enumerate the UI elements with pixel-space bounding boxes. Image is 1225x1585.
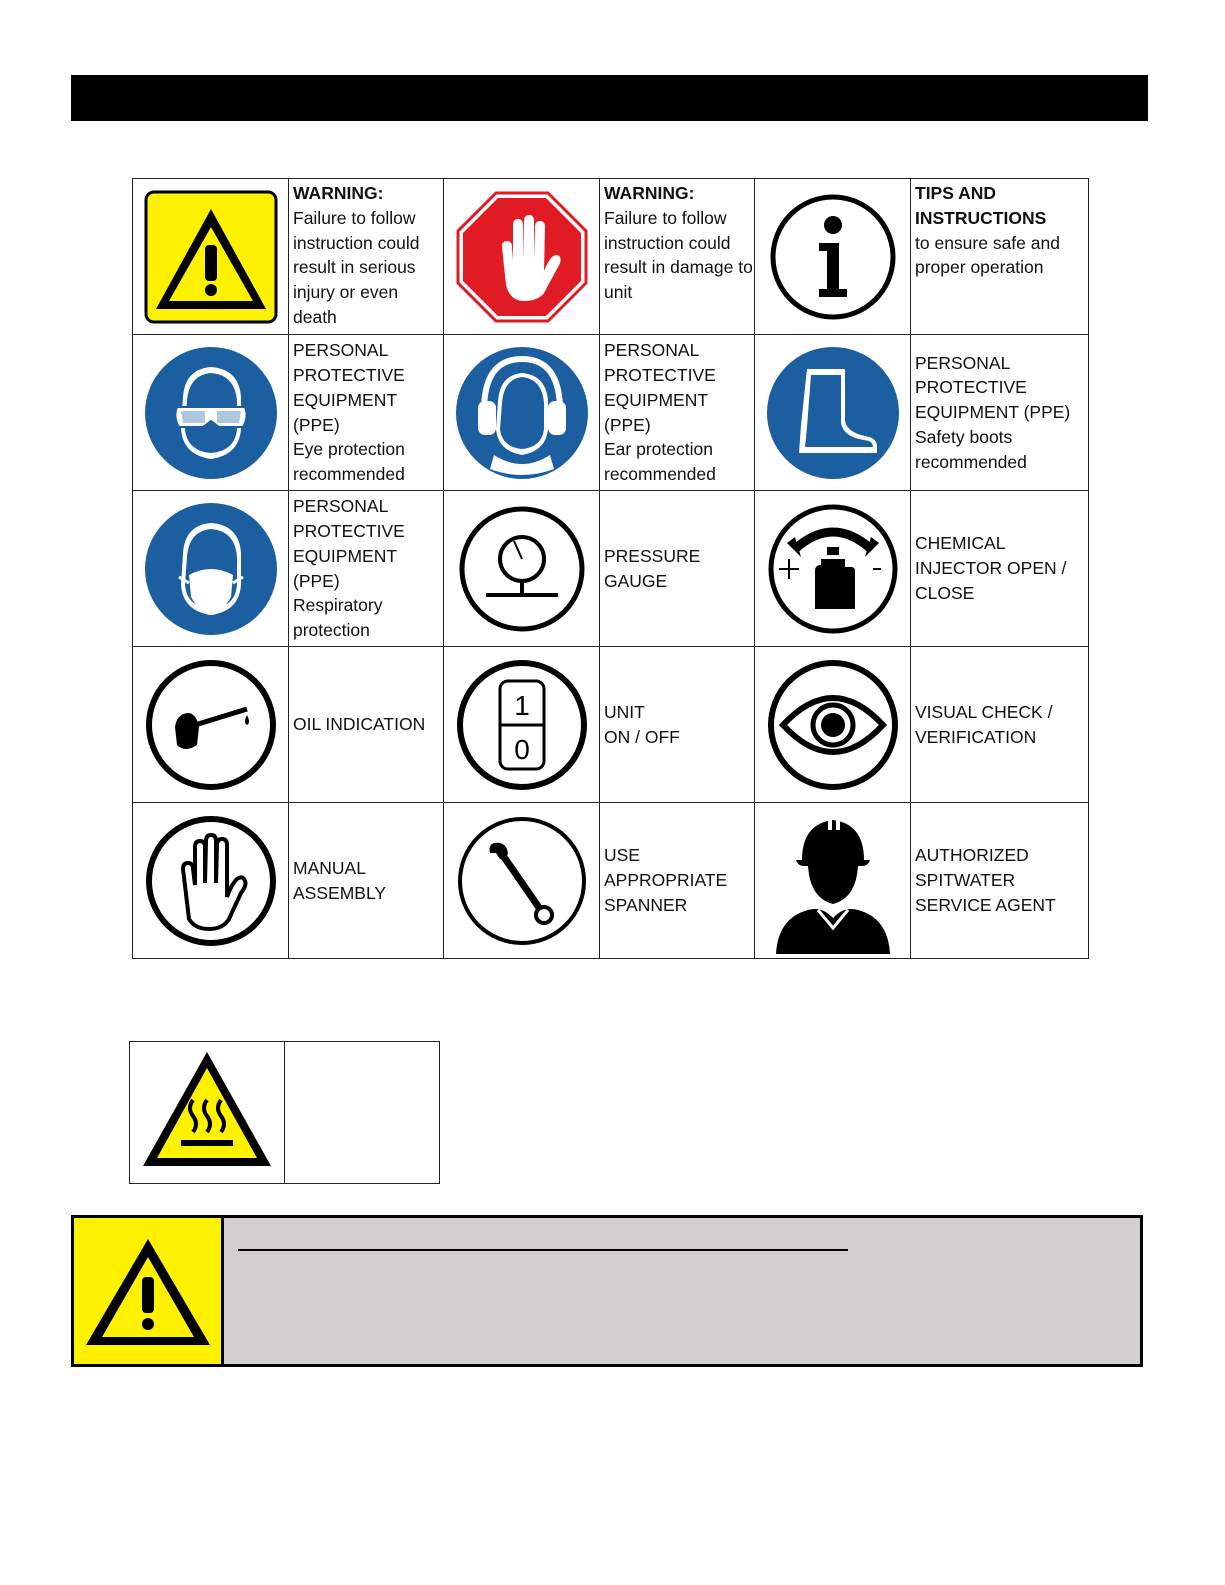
legend-text [289, 803, 444, 959]
chemical-injector-icon [755, 491, 911, 647]
legend-description: Failure to follow instruction could result in serious injury or even death [293, 207, 420, 327]
stop-hand-icon [444, 179, 600, 335]
legend-text [911, 647, 1089, 803]
eye-protection-icon [133, 335, 289, 491]
legend-description: AUTHORIZED SPITWATER SERVICE AGENT [915, 845, 1056, 915]
safety-boot-icon [755, 335, 911, 491]
legend-heading: TIPS AND INSTRUCTIONS [915, 183, 1047, 228]
hot-surface-warning-icon [130, 1042, 285, 1184]
hand-icon [133, 803, 289, 959]
table-row [133, 647, 1089, 803]
info-icon [755, 179, 911, 335]
legend-heading: WARNING: [293, 183, 384, 203]
legend-description: CHEMICAL INJECTOR OPEN / CLOSE [915, 533, 1067, 603]
service-agent-icon [755, 803, 911, 959]
legend-description: PERSONAL PROTECTIVE EQUIPMENT (PPE) Ear protection recommended [604, 340, 716, 485]
table-row [133, 179, 1089, 335]
oil-can-icon [133, 647, 289, 803]
on-off-switch-icon [444, 647, 600, 803]
table-row [133, 335, 1089, 491]
legend-description: OIL INDICATION [293, 714, 426, 735]
legend-description: Failure to follow instruction could result in damage to unit [604, 207, 753, 303]
legend-text [600, 803, 755, 959]
warning-banner [71, 1215, 1143, 1367]
hot-surface-text-cell [285, 1042, 440, 1184]
legend-description: to ensure safe and proper operation [915, 232, 1060, 278]
table-row [130, 1042, 440, 1184]
symbol-legend-table [132, 178, 1089, 959]
legend-description: PERSONAL PROTECTIVE EQUIPMENT (PPE) Respiratory protection [293, 496, 405, 641]
legend-description: PERSONAL PROTECTIVE EQUIPMENT (PPE) Eye protection recommended [293, 340, 405, 485]
legend-description: PERSONAL PROTECTIVE EQUIPMENT (PPE) Safety boots recommended [915, 352, 1071, 472]
legend-text [600, 491, 755, 647]
legend-text [911, 803, 1089, 959]
hot-surface-table [129, 1041, 440, 1184]
general-warning-icon [74, 1218, 224, 1364]
switch-bottom-label: 0 [513, 733, 530, 765]
legend-text [600, 179, 755, 335]
legend-description: USE APPROPRIATE SPANNER [604, 845, 728, 915]
legend-text [289, 491, 444, 647]
legend-heading: WARNING: [604, 183, 695, 203]
legend-text [911, 491, 1089, 647]
spanner-icon [444, 803, 600, 959]
legend-text [600, 647, 755, 803]
legend-description: UNIT ON / OFF [604, 701, 680, 747]
table-row [133, 803, 1089, 959]
legend-text [600, 335, 755, 491]
table-row [133, 491, 1089, 647]
pressure-gauge-icon [444, 491, 600, 647]
legend-description: MANUAL ASSEMBLY [293, 857, 387, 903]
header-bar [71, 75, 1148, 121]
general-warning-icon [133, 179, 289, 335]
switch-top-label: 1 [513, 689, 530, 721]
ear-protection-icon [444, 335, 600, 491]
legend-text [289, 179, 444, 335]
legend-description: PRESSURE GAUGE [604, 545, 701, 591]
respirator-icon [133, 491, 289, 647]
banner-underline [238, 1249, 848, 1251]
eye-icon [755, 647, 911, 803]
legend-text [911, 179, 1089, 335]
legend-description: VISUAL CHECK / VERIFICATION [915, 701, 1053, 747]
legend-text [289, 647, 444, 803]
legend-text [911, 335, 1089, 491]
legend-text [289, 335, 444, 491]
